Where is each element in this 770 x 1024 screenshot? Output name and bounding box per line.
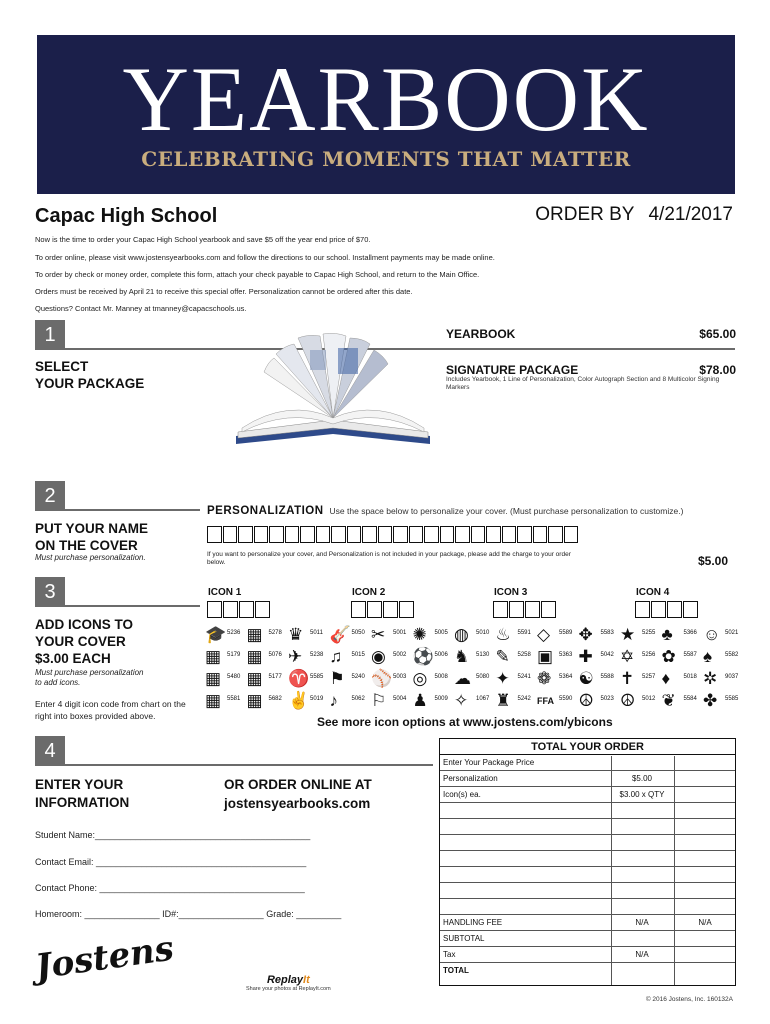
- section-3-note: [35, 668, 144, 688]
- icon-glyph-icon: ▦: [205, 691, 222, 710]
- personalization-char-box[interactable]: [564, 526, 579, 543]
- icon-chart-instructions-line: Enter 4 digit icon code from chart on the: [35, 699, 186, 709]
- icon-code: 5015: [351, 652, 365, 658]
- total-column-divider: [674, 756, 675, 985]
- icon-code: 5584: [683, 696, 697, 702]
- section-3-note-line: to add icons.: [35, 678, 81, 687]
- personalization-char-box[interactable]: [455, 526, 470, 543]
- icon-3-code-boxes[interactable]: [493, 601, 557, 618]
- icon-glyph-icon: FFA: [537, 696, 554, 706]
- personalization-char-box[interactable]: [223, 526, 238, 543]
- icon-code: 5002: [393, 652, 407, 658]
- icon-code: 5585: [725, 696, 739, 702]
- total-order-row: [440, 963, 735, 979]
- icon-code: 5050: [351, 630, 365, 636]
- icon-glyph-icon: ✧: [454, 691, 469, 710]
- section-3-price: $3.00 EACH: [35, 651, 111, 666]
- icon-code: 5130: [476, 652, 490, 658]
- icon-code: 5003: [393, 674, 407, 680]
- icon-code: 5076: [268, 652, 282, 658]
- package-signature-label: SIGNATURE PACKAGE: [446, 363, 579, 377]
- personalization-char-box[interactable]: [300, 526, 315, 543]
- personalization-char-box[interactable]: [269, 526, 284, 543]
- icon-code: 5021: [725, 630, 739, 636]
- personalization-char-box[interactable]: [347, 526, 362, 543]
- icon-glyph-icon: ✺: [412, 625, 427, 644]
- banner-title: YEARBOOK: [122, 48, 650, 150]
- total-order-row: [440, 803, 735, 819]
- section-1-number: 1: [35, 320, 65, 350]
- icon-code: 5240: [351, 674, 365, 680]
- contact-phone-field[interactable]: Contact Phone: _________________________________________: [35, 883, 305, 893]
- total-order-row: [440, 819, 735, 835]
- icon-chart: [205, 625, 740, 711]
- total-order-row: [440, 835, 735, 851]
- icon-glyph-icon: ▦: [246, 625, 263, 644]
- icon-glyph-icon: ◉: [371, 647, 386, 666]
- package-yearbook-price: $65.00: [699, 327, 736, 341]
- personalization-char-box[interactable]: [362, 526, 377, 543]
- replayit-text-accent: It: [303, 974, 310, 986]
- total-row-label: Icon(s) ea.: [443, 790, 481, 799]
- icon-glyph-icon: ☁: [454, 669, 471, 688]
- personalization-char-box[interactable]: [254, 526, 269, 543]
- banner-subtitle: CELEBRATING MOMENTS THAT MATTER: [141, 147, 631, 171]
- personalization-note: If you want to personalize your cover, and Personalization is not included in your package, please add the charge to your order below.: [207, 551, 571, 566]
- icon-code: 5590: [559, 696, 573, 702]
- package-yearbook-label: YEARBOOK: [446, 327, 516, 341]
- section-3-heading-line: ADD ICONS TO: [35, 617, 134, 632]
- icon-glyph-icon: ✿: [661, 647, 676, 666]
- icon-glyph-icon: ✚: [578, 647, 593, 666]
- icon-code: 5256: [642, 652, 656, 658]
- icon-code: 5258: [517, 652, 531, 658]
- icon-code: 5042: [600, 652, 614, 658]
- total-row-value[interactable]: $5.00: [631, 774, 653, 783]
- personalization-char-box[interactable]: [548, 526, 563, 543]
- icon-glyph-icon: ♜: [495, 691, 511, 710]
- order-by-label: ORDER BY: [535, 204, 635, 225]
- section-4-heading: [35, 776, 129, 812]
- icon-glyph-icon: ▦: [246, 647, 263, 666]
- icon-code: 5278: [268, 630, 282, 636]
- replayit-tagline: Share your photos at ReplayIt.com: [246, 986, 331, 992]
- icon-glyph-icon: ▦: [205, 669, 222, 688]
- personalization-character-boxes[interactable]: [207, 526, 579, 543]
- personalization-char-box[interactable]: [316, 526, 331, 543]
- personalization-instructions: Use the space below to personalize your cover. (Must purchase personalization to customize.): [329, 506, 684, 516]
- copyright: © 2016 Jostens, Inc. 160132A: [645, 996, 733, 1003]
- icon-glyph-icon: ♟: [412, 691, 428, 710]
- section-4-number: 4: [35, 736, 65, 766]
- total-order-row: [440, 867, 735, 883]
- personalization-char-box[interactable]: [409, 526, 424, 543]
- icon-glyph-icon: ▣: [537, 647, 554, 666]
- icon-code: 5257: [642, 674, 656, 680]
- icon-glyph-icon: ✦: [495, 669, 510, 688]
- icon-glyph-icon: ☺: [703, 625, 721, 644]
- total-row-value[interactable]: N/A: [635, 918, 649, 927]
- icon-code: 5062: [351, 696, 365, 702]
- total-row-value[interactable]: N/A: [635, 950, 649, 959]
- icon-glyph-icon: ✌: [288, 691, 310, 710]
- total-row-label: Enter Your Package Price: [443, 758, 535, 767]
- total-order-row: [440, 755, 735, 771]
- icon-glyph-icon: ♈: [288, 669, 310, 688]
- icon-code: 5583: [600, 630, 614, 636]
- icon-glyph-icon: ✂: [371, 625, 386, 644]
- icon-code: 5682: [268, 696, 282, 702]
- personalization-char-box[interactable]: [238, 526, 253, 543]
- section-1-heading-line: YOUR PACKAGE: [35, 376, 145, 391]
- icon-1-code-boxes[interactable]: [207, 601, 271, 618]
- icon-option: [703, 625, 753, 645]
- open-book-illustration: [228, 328, 438, 450]
- section-3-note-line: Must purchase personalization: [35, 668, 144, 677]
- personalization-char-box[interactable]: [502, 526, 517, 543]
- icon-glyph-icon: ⚐: [371, 691, 387, 710]
- icon-code: 5582: [725, 652, 739, 658]
- icon-code: 5009: [434, 696, 448, 702]
- total-row-value[interactable]: N/A: [698, 918, 712, 927]
- section-2-heading-line: PUT YOUR NAME: [35, 521, 149, 536]
- package-yearbook: [446, 327, 736, 341]
- icon-glyph-icon: ☮: [578, 691, 594, 710]
- package-signature-price: $78.00: [699, 363, 736, 377]
- icon-1-label: ICON 1: [208, 587, 242, 598]
- total-order-title: TOTAL YOUR ORDER: [440, 739, 735, 755]
- yearbook-banner: [37, 35, 735, 194]
- see-more-icons: See more icon options at www.jostens.com/ybicons: [317, 715, 613, 729]
- personalization-char-box[interactable]: [331, 526, 346, 543]
- personalization-char-box[interactable]: [440, 526, 455, 543]
- personalization-char-box[interactable]: [533, 526, 548, 543]
- total-row-label: Personalization: [443, 774, 498, 783]
- total-order-row: [440, 947, 735, 963]
- icon-option: [703, 691, 753, 711]
- personalization-label: PERSONALIZATION: [207, 505, 324, 517]
- icon-code: 5242: [517, 696, 531, 702]
- icon-glyph-icon: ✝: [620, 669, 635, 688]
- icon-glyph-icon: 🎓: [205, 625, 227, 644]
- intro-line: To order by check or money order, complete this form, attach your check payable to Capac High School, and return to the Main Office.: [35, 270, 480, 279]
- icon-code: 5010: [476, 630, 490, 636]
- section-2-heading-line: ON THE COVER: [35, 538, 138, 553]
- total-order-row: [440, 931, 735, 947]
- section-3-divider: [35, 605, 200, 607]
- icon-glyph-icon: ♞: [454, 647, 470, 666]
- total-order-row: [440, 899, 735, 915]
- icon-code: 9037: [725, 674, 739, 680]
- total-row-value[interactable]: $3.00 x QTY: [619, 790, 665, 799]
- icon-code: 5255: [642, 630, 656, 636]
- icon-code: 5008: [434, 674, 448, 680]
- order-by: [535, 204, 733, 226]
- total-order-row: [440, 787, 735, 803]
- total-row-label: SUBTOTAL: [443, 934, 485, 943]
- icon-code: 5364: [559, 674, 573, 680]
- icon-glyph-icon: ❁: [537, 669, 552, 688]
- total-row-label: HANDLING FEE: [443, 918, 503, 927]
- personalization-char-box[interactable]: [486, 526, 501, 543]
- icon-code: 5591: [517, 630, 531, 636]
- section-1-heading: [35, 358, 144, 392]
- personalization-char-box[interactable]: [393, 526, 408, 543]
- icon-code: 5588: [600, 674, 614, 680]
- icon-code: 5236: [227, 630, 241, 636]
- total-order-table: [439, 738, 736, 986]
- icon-code: 5006: [434, 652, 448, 658]
- personalization-char-box[interactable]: [207, 526, 222, 543]
- icon-code: 5018: [683, 674, 697, 680]
- order-online-url: jostensyearbooks.com: [224, 796, 371, 811]
- icon-4-code-boxes[interactable]: [635, 601, 699, 618]
- total-row-label: Tax: [443, 950, 456, 959]
- total-column-divider: [611, 756, 612, 985]
- total-order-row: [440, 883, 735, 899]
- icon-glyph-icon: ★: [620, 625, 636, 644]
- icon-chart-instructions: [35, 698, 186, 722]
- icon-glyph-icon: ✲: [703, 669, 718, 688]
- total-row-label: TOTAL: [443, 966, 469, 975]
- icon-code: 5480: [227, 674, 241, 680]
- homeroom-id-grade-field[interactable]: Homeroom: _______________ ID#:_________________ Grade: _________: [35, 909, 342, 919]
- icon-glyph-icon: ▦: [246, 669, 263, 688]
- personalization-title: [207, 505, 683, 517]
- icon-code: 5080: [476, 674, 490, 680]
- icon-glyph-icon: ⚑: [329, 669, 345, 688]
- intro-line: Now is the time to order your Capac High School yearbook and save $5 off the year end price of $70.: [35, 235, 371, 244]
- intro-line: To order online, please visit www.jostensyearbooks.com and follow the directions to our school. Installment payments may be made online.: [35, 253, 495, 262]
- icon-glyph-icon: ☯: [578, 669, 594, 688]
- icon-option: [703, 647, 753, 667]
- icon-glyph-icon: ◇: [537, 625, 551, 644]
- package-signature-note: Includes Yearbook, 1 Line of Personalization, Color Autograph Section and 8 Multicolor Signing Markers: [446, 376, 720, 391]
- icon-glyph-icon: ♠: [703, 647, 713, 666]
- icon-3-label: ICON 3: [494, 587, 528, 598]
- order-by-date: 4/21/2017: [648, 204, 733, 225]
- icon-glyph-icon: ♣: [661, 625, 673, 644]
- icon-glyph-icon: ✎: [495, 647, 510, 666]
- icon-code: 5581: [227, 696, 241, 702]
- section-2-divider: [35, 509, 200, 511]
- student-name-field[interactable]: Student Name:___________________________________________: [35, 830, 311, 840]
- icon-glyph-icon: ✤: [703, 691, 718, 710]
- section-3-heading-line: YOUR COVER: [35, 634, 126, 649]
- section-3-heading: [35, 616, 133, 667]
- icon-2-label: ICON 2: [352, 587, 386, 598]
- icon-glyph-icon: ▦: [205, 647, 222, 666]
- icon-chart-instructions-line: right into boxes provided above.: [35, 711, 156, 721]
- icon-glyph-icon: ❦: [661, 691, 676, 710]
- section-3-number: 3: [35, 577, 65, 607]
- icon-code: 5589: [559, 630, 573, 636]
- icon-option: [703, 669, 753, 689]
- icon-glyph-icon: ♫: [329, 647, 343, 666]
- icon-code: 5241: [517, 674, 531, 680]
- icon-glyph-icon: ♪: [329, 691, 338, 710]
- icon-glyph-icon: ♦: [661, 669, 671, 688]
- section-4-heading-line: ENTER YOUR: [35, 777, 124, 792]
- personalization-char-box[interactable]: [471, 526, 486, 543]
- total-order-row: [440, 771, 735, 787]
- icon-glyph-icon: ✡: [620, 647, 635, 666]
- personalization-char-box[interactable]: [424, 526, 439, 543]
- icon-code: 5023: [600, 696, 614, 702]
- personalization-char-box[interactable]: [378, 526, 393, 543]
- contact-email-field[interactable]: Contact Email: __________________________________________: [35, 857, 307, 867]
- icon-code: 5005: [434, 630, 448, 636]
- intro-line: Orders must be received by April 21 to receive this special offer. Personalization cannot be ordered after this date.: [35, 287, 413, 296]
- icon-code: 5177: [268, 674, 282, 680]
- icon-code: 5585: [310, 674, 324, 680]
- total-order-row: [440, 915, 735, 931]
- personalization-price: $5.00: [697, 554, 728, 568]
- icon-2-code-boxes[interactable]: [351, 601, 415, 618]
- icon-glyph-icon: ☮: [620, 691, 636, 710]
- icon-code: 5366: [683, 630, 697, 636]
- icon-code: 5363: [559, 652, 573, 658]
- icon-code: 5587: [683, 652, 697, 658]
- icon-code: 5001: [393, 630, 407, 636]
- section-2-heading: [35, 520, 148, 554]
- jostens-logo: Jostens: [32, 928, 177, 988]
- icon-glyph-icon: ◍: [454, 625, 469, 644]
- section-4-divider: [35, 764, 433, 766]
- icon-glyph-icon: ✥: [578, 625, 593, 644]
- icon-code: 5012: [642, 696, 656, 702]
- icon-glyph-icon: ◎: [412, 669, 428, 688]
- section-1-heading-line: SELECT: [35, 359, 89, 374]
- icon-glyph-icon: ♛: [288, 625, 304, 644]
- total-order-row: [440, 851, 735, 867]
- icon-code: 5004: [393, 696, 407, 702]
- icon-glyph-icon: ⚽: [412, 647, 434, 666]
- school-name: Capac High School: [35, 205, 218, 227]
- section-2-note: Must purchase personalization.: [35, 553, 146, 562]
- icon-code: 5179: [227, 652, 241, 658]
- icon-code: 1067: [476, 696, 490, 702]
- personalization-char-box[interactable]: [285, 526, 300, 543]
- icon-code: 5011: [310, 630, 323, 636]
- icon-glyph-icon: 🎸: [329, 625, 351, 644]
- section-2-number: 2: [35, 481, 65, 511]
- icon-4-label: ICON 4: [636, 587, 670, 598]
- section-4-heading-line: INFORMATION: [35, 795, 130, 810]
- package-signature: [446, 363, 736, 377]
- icon-glyph-icon: ♨: [495, 625, 511, 644]
- icon-glyph-icon: ✈: [288, 647, 303, 666]
- replayit-logo: [246, 974, 331, 992]
- order-online-line: OR ORDER ONLINE AT: [224, 777, 372, 792]
- order-online: [224, 775, 372, 813]
- icon-code: 5238: [310, 652, 324, 658]
- icon-glyph-icon: ⚾: [371, 669, 393, 688]
- icon-code: 5019: [310, 696, 324, 702]
- icon-glyph-icon: ▦: [246, 691, 263, 710]
- intro-line: Questions? Contact Mr. Manney at tmanney@capacschools.us.: [35, 304, 247, 313]
- personalization-char-box[interactable]: [517, 526, 532, 543]
- replayit-text: Replay: [266, 974, 304, 986]
